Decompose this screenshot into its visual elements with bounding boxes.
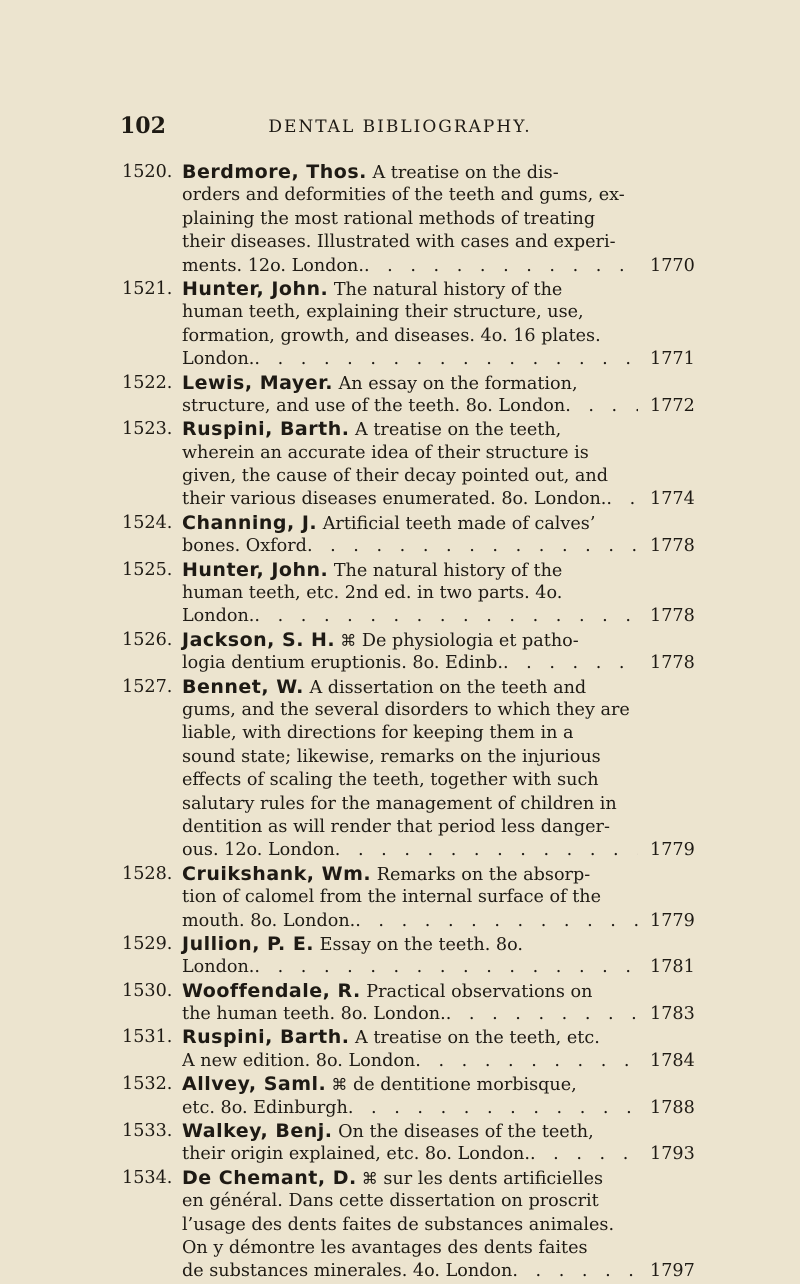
entry-text xyxy=(182,372,578,396)
page-number: 102 xyxy=(120,113,166,139)
entry-text-with-leader xyxy=(182,255,638,278)
entry-text-run xyxy=(182,348,254,371)
entry-line xyxy=(0,184,800,207)
entry-line xyxy=(0,652,800,675)
author-name: Channing, J. xyxy=(182,511,318,534)
entry-text-content: An essay on the formation, xyxy=(333,373,578,394)
entry-line xyxy=(0,793,800,816)
entry-line xyxy=(0,1190,800,1213)
bibliography-entry xyxy=(0,863,800,933)
entry-text-with-leader xyxy=(182,535,638,558)
entry-text xyxy=(182,676,586,700)
entry-number: 1530. xyxy=(122,980,173,1001)
entry-text xyxy=(182,184,625,207)
entry-text xyxy=(182,886,601,909)
entry-text-run xyxy=(182,535,307,558)
dot-leader xyxy=(335,839,638,862)
entry-text-with-leader xyxy=(182,1260,638,1283)
entry-line xyxy=(0,535,800,558)
bibliography-entry xyxy=(0,629,800,676)
dot-leader xyxy=(530,1143,638,1166)
entry-number: 1524. xyxy=(122,512,173,533)
entry-text-content: Artificial teeth made of calves’ xyxy=(317,513,596,534)
entry-text xyxy=(182,442,589,465)
entry-text-content: en général. Dans cette dissertation on proscrit xyxy=(182,1191,599,1212)
entry-text-content: The natural history of the xyxy=(328,279,563,300)
entry-year: 1771 xyxy=(650,349,695,370)
author-name: Cruikshank, Wm. xyxy=(182,862,372,885)
entry-text-run xyxy=(182,255,364,278)
entry-text-content: structure, and use of the teeth. 8o. London xyxy=(182,395,566,416)
bibliography-entry xyxy=(0,512,800,559)
author-name: Bennet, W. xyxy=(182,675,304,698)
entry-text-content: effects of scaling the teeth, together with such xyxy=(182,770,599,791)
entry-line xyxy=(0,886,800,909)
entry-number: 1522. xyxy=(122,372,173,393)
entry-text xyxy=(182,465,608,488)
entry-text-content: liable, with directions for keeping them in a xyxy=(182,723,574,744)
author-name: De Chemant, D. xyxy=(182,1166,357,1189)
entry-line xyxy=(0,746,800,769)
entry-text xyxy=(182,980,592,1004)
entry-year: 1793 xyxy=(650,1144,695,1165)
entry-text-content: l’usage des dents faites de substances animales. xyxy=(182,1214,615,1235)
entry-text-run xyxy=(182,1260,512,1283)
entry-text-content: De physiologia et patho- xyxy=(356,630,579,651)
entry-text-content: gums, and the several disorders to which they are xyxy=(182,699,630,720)
entry-text xyxy=(182,722,574,745)
entry-text-content: London. xyxy=(182,606,255,627)
entry-text-with-leader xyxy=(182,1143,638,1166)
entry-text-content: sound state; likewise, remarks on the injurious xyxy=(182,746,601,767)
entry-text-content: given, the cause of their decay pointed out, and xyxy=(182,466,608,487)
entry-text-content: London. xyxy=(182,957,255,978)
entry-line xyxy=(0,161,800,184)
entry-text xyxy=(182,933,523,957)
entry-line xyxy=(0,676,800,699)
bibliography-entry xyxy=(0,418,800,512)
entry-text xyxy=(182,278,562,302)
entry-number: 1532. xyxy=(122,1074,173,1095)
entry-text xyxy=(182,746,601,769)
entry-text xyxy=(182,1073,577,1097)
entry-line xyxy=(0,910,800,933)
entry-text xyxy=(182,582,562,605)
bibliography-entry xyxy=(0,933,800,980)
bibliography-list xyxy=(0,161,800,1284)
entry-year: 1797 xyxy=(650,1261,695,1282)
entry-number: 1534. xyxy=(122,1167,173,1188)
author-name: Ruspini, Barth. xyxy=(182,418,350,441)
bibliography-entry xyxy=(0,372,800,419)
author-name: Walkey, Benj. xyxy=(182,1120,333,1143)
entry-text xyxy=(182,699,630,722)
entry-number: 1528. xyxy=(122,863,173,884)
entry-text-content: their origin explained, etc. 8o. London. xyxy=(182,1144,530,1165)
entry-text-run xyxy=(182,1003,446,1026)
entry-line xyxy=(0,980,800,1003)
entry-text-run xyxy=(182,1097,348,1120)
entry-text xyxy=(182,301,584,324)
entry-line xyxy=(0,605,800,628)
bibliography-entry xyxy=(0,980,800,1027)
entry-text-content: The natural history of the xyxy=(328,560,563,581)
bibliography-entry xyxy=(0,278,800,372)
entry-year: 1778 xyxy=(650,536,695,557)
entry-text-content: logia dentium eruptionis. 8o. Edinb. xyxy=(182,653,503,674)
entry-line xyxy=(0,1097,800,1120)
entry-text-content: sur les dents artificielles xyxy=(377,1168,604,1189)
entry-line xyxy=(0,769,800,792)
entry-line xyxy=(0,255,800,278)
entry-text xyxy=(182,769,599,792)
entry-number: 1529. xyxy=(122,933,173,954)
entry-text-content: human teeth, etc. 2nd ed. in two parts. 4o. xyxy=(182,583,563,604)
entry-text xyxy=(182,231,616,254)
entry-text-run xyxy=(182,839,335,862)
entry-text-content: tion of calomel from the internal surface of the xyxy=(182,887,602,908)
entry-line xyxy=(0,1003,800,1026)
entry-text-content: formation, growth, and diseases. 4o. 16 plates. xyxy=(182,325,601,346)
bibliographic-mark-icon: ⌘ xyxy=(356,1168,378,1188)
dot-leader xyxy=(355,910,638,933)
author-name: Jullion, P. E. xyxy=(182,932,315,955)
entry-year: 1783 xyxy=(650,1004,695,1025)
entry-line xyxy=(0,1026,800,1049)
entry-text-run xyxy=(182,910,355,933)
bibliography-entry xyxy=(0,161,800,278)
entry-text xyxy=(182,1167,603,1191)
bibliography-entry xyxy=(0,1073,800,1120)
entry-line xyxy=(0,816,800,839)
entry-year: 1779 xyxy=(650,840,695,861)
entry-text-content: their diseases. Illustrated with cases and experi- xyxy=(182,232,616,253)
entry-text-with-leader xyxy=(182,1097,638,1120)
entry-text xyxy=(182,208,595,231)
entry-line xyxy=(0,1260,800,1283)
entry-line xyxy=(0,956,800,979)
entry-text-with-leader xyxy=(182,956,638,979)
entry-text xyxy=(182,418,561,442)
entry-text-content: de substances minerales. 4o. London xyxy=(182,1261,513,1282)
page-header xyxy=(0,113,800,143)
entry-text-content: mouth. 8o. London. xyxy=(182,910,356,931)
bibliography-entry xyxy=(0,1026,800,1073)
dot-leader xyxy=(254,956,638,979)
entry-year: 1774 xyxy=(650,489,695,510)
dot-leader xyxy=(565,395,638,418)
entry-line xyxy=(0,278,800,301)
entry-line xyxy=(0,231,800,254)
entry-number: 1531. xyxy=(122,1027,173,1048)
entry-line xyxy=(0,301,800,324)
entry-line xyxy=(0,1120,800,1143)
entry-number: 1523. xyxy=(122,419,173,440)
entry-text-with-leader xyxy=(182,1050,638,1073)
entry-year: 1772 xyxy=(650,395,695,416)
entry-text-content: A new edition. 8o. London xyxy=(182,1050,416,1071)
entry-text-content: Practical observations on xyxy=(360,981,593,1002)
dot-leader xyxy=(254,348,638,371)
author-name: Hunter, John. xyxy=(182,558,329,581)
entry-text-content: etc. 8o. Edinburgh xyxy=(182,1097,348,1118)
entry-line xyxy=(0,559,800,582)
author-name: Berdmore, Thos. xyxy=(182,161,367,183)
entry-line xyxy=(0,722,800,745)
entry-text-with-leader xyxy=(182,605,638,628)
entry-text xyxy=(182,1190,599,1213)
entry-text-content: human teeth, explaining their structure, use, xyxy=(182,302,584,323)
entry-text xyxy=(182,629,579,653)
entry-number: 1527. xyxy=(122,676,173,697)
entry-text-run xyxy=(182,652,503,675)
entry-line xyxy=(0,372,800,395)
entry-line xyxy=(0,208,800,231)
entry-text-content: bones. Oxford xyxy=(182,536,307,557)
dot-leader xyxy=(606,488,638,511)
entry-text-with-leader xyxy=(182,488,638,511)
entry-text xyxy=(182,793,617,816)
entry-line xyxy=(0,629,800,652)
dot-leader xyxy=(415,1050,638,1073)
entry-text-content: ous. 12o. London xyxy=(182,840,335,861)
entry-text-run xyxy=(182,395,565,418)
dot-leader xyxy=(512,1260,638,1283)
entry-line xyxy=(0,933,800,956)
entry-text-content: Essay on the teeth. 8o. xyxy=(314,934,524,955)
entry-text-run xyxy=(182,488,606,511)
entry-line xyxy=(0,699,800,722)
running-title: DENTAL BIBLIOGRAPHY. xyxy=(268,117,532,137)
bibliography-entry xyxy=(0,676,800,863)
entry-number: 1521. xyxy=(122,278,173,299)
entry-text-content: London. xyxy=(182,349,255,370)
entry-number: 1526. xyxy=(122,629,173,650)
entry-text-run xyxy=(182,956,254,979)
bibliography-entry xyxy=(0,1120,800,1167)
entry-text-content: dentition as will render that period less danger- xyxy=(182,816,610,837)
entry-line xyxy=(0,1214,800,1237)
entry-text-run xyxy=(182,605,254,628)
entry-text-content: Remarks on the absorp- xyxy=(371,864,591,885)
author-name: Wooffendale, R. xyxy=(182,979,361,1002)
entry-text-content: their various diseases enumerated. 8o. London. xyxy=(182,489,607,510)
entry-line xyxy=(0,418,800,441)
entry-text-content: A treatise on the teeth, xyxy=(349,420,562,441)
entry-year: 1788 xyxy=(650,1097,695,1118)
entry-text xyxy=(182,325,601,348)
entry-line xyxy=(0,1050,800,1073)
entry-text-with-leader xyxy=(182,839,638,862)
entry-text xyxy=(182,863,590,887)
entry-text-content: On the diseases of the teeth, xyxy=(332,1122,594,1143)
entry-number: 1533. xyxy=(122,1121,173,1142)
entry-text xyxy=(182,1026,600,1050)
entry-line xyxy=(0,1143,800,1166)
entry-text-with-leader xyxy=(182,910,638,933)
entry-text-content: ments. 12o. London. xyxy=(182,255,364,276)
dot-leader xyxy=(307,535,638,558)
entry-year: 1779 xyxy=(650,910,695,931)
entry-line xyxy=(0,582,800,605)
entry-text xyxy=(182,559,562,583)
entry-text xyxy=(182,1120,594,1144)
entry-line xyxy=(0,465,800,488)
entry-text-content: the human teeth. 8o. London. xyxy=(182,1004,446,1025)
entry-text-with-leader xyxy=(182,652,638,675)
author-name: Hunter, John. xyxy=(182,277,329,300)
entry-number: 1525. xyxy=(122,559,173,580)
entry-text-with-leader xyxy=(182,348,638,371)
entry-text-content: A dissertation on the teeth and xyxy=(303,677,587,698)
entry-text-content: A treatise on the dis- xyxy=(366,163,559,183)
entry-year: 1770 xyxy=(650,255,695,276)
entry-year: 1781 xyxy=(650,957,695,978)
entry-line xyxy=(0,395,800,418)
entry-line xyxy=(0,1237,800,1260)
entry-year: 1778 xyxy=(650,606,695,627)
entry-text xyxy=(182,1237,588,1260)
entry-text-content: plaining the most rational methods of treating xyxy=(182,208,596,229)
entry-line xyxy=(0,488,800,511)
author-name: Jackson, S. H. xyxy=(182,628,336,651)
entry-line xyxy=(0,1167,800,1190)
entry-text-content: salutary rules for the management of children in xyxy=(182,793,617,814)
entry-year: 1778 xyxy=(650,653,695,674)
bibliographic-mark-icon: ⌘ xyxy=(335,630,357,650)
entry-text-content: A treatise on the teeth, etc. xyxy=(349,1028,600,1049)
author-name: Allvey, Saml. xyxy=(182,1073,327,1096)
entry-line xyxy=(0,1073,800,1096)
author-name: Lewis, Mayer. xyxy=(182,371,333,394)
bibliographic-mark-icon: ⌘ xyxy=(326,1075,348,1095)
entry-year: 1784 xyxy=(650,1050,695,1071)
entry-text-content: orders and deformities of the teeth and gums, ex- xyxy=(182,185,625,206)
entry-text-with-leader xyxy=(182,1003,638,1026)
dot-leader xyxy=(348,1097,638,1120)
entry-text-with-leader xyxy=(182,395,638,418)
entry-text xyxy=(182,1214,614,1237)
author-name: Ruspini, Barth. xyxy=(182,1026,350,1049)
entry-line xyxy=(0,442,800,465)
entry-line xyxy=(0,863,800,886)
entry-text-content: de dentitione morbisque, xyxy=(347,1075,577,1096)
dot-leader xyxy=(364,255,638,278)
entry-line xyxy=(0,348,800,371)
entry-line xyxy=(0,325,800,348)
entry-line xyxy=(0,512,800,535)
entry-text-run xyxy=(182,1050,415,1073)
entry-line xyxy=(0,839,800,862)
entry-number: 1520. xyxy=(122,162,173,182)
entry-text-content: On y démontre les avantages des dents faites xyxy=(182,1237,588,1258)
entry-text-content: wherein an accurate idea of their structure is xyxy=(182,442,589,463)
dot-leader xyxy=(503,652,638,675)
entry-text xyxy=(182,161,559,185)
entry-text-run xyxy=(182,1143,530,1166)
bibliography-entry xyxy=(0,559,800,629)
entry-text xyxy=(182,512,595,536)
bibliography-entry xyxy=(0,1167,800,1284)
dot-leader xyxy=(446,1003,638,1026)
entry-text xyxy=(182,816,610,839)
dot-leader xyxy=(254,605,638,628)
